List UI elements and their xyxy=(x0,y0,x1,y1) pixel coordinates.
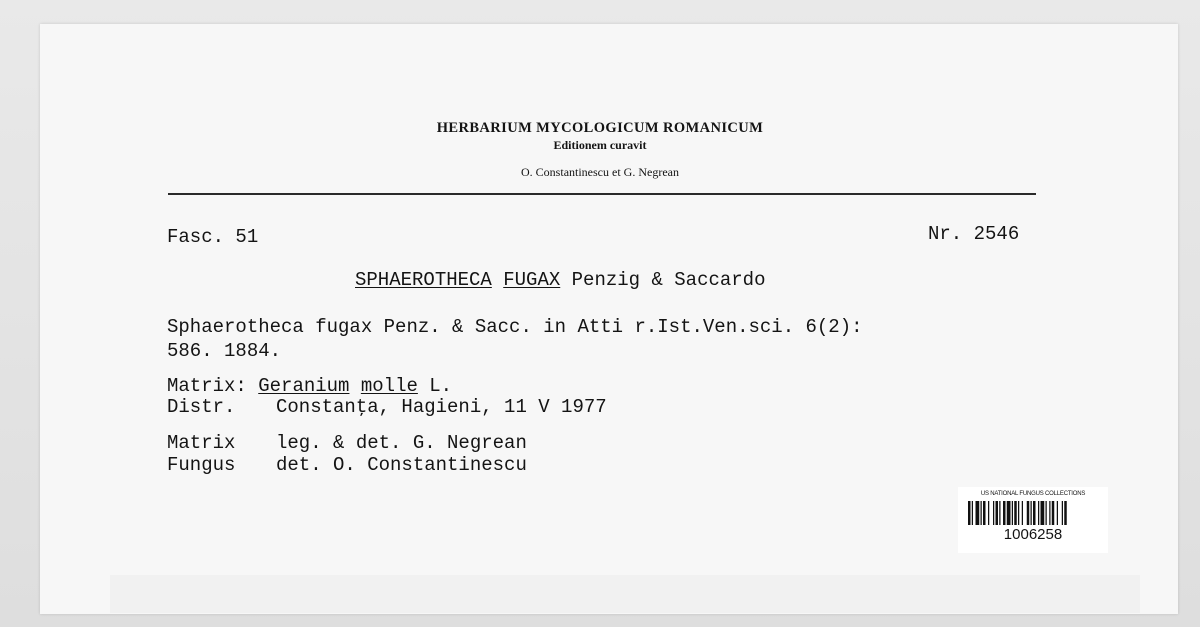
citation-line-2: 586. 1884. xyxy=(167,340,282,362)
barcode-caption: US NATIONAL FUNGUS COLLECTIONS xyxy=(980,491,1086,497)
citation-line-1: Sphaerotheca fugax Penz. & Sacc. in Atti r.Ist.Ven.sci. 6(2): xyxy=(167,316,863,338)
determiner-value: det. O. Constantinescu xyxy=(276,454,527,476)
matrix-epithet: molle xyxy=(360,375,418,397)
fascicle-number: Fasc. 51 xyxy=(167,226,259,248)
herbarium-subtitle: Editionem curavit xyxy=(553,138,647,152)
collector-label: Matrix xyxy=(167,432,236,454)
distribution-value: Constanţa, Hagieni, 11 V 1977 xyxy=(276,396,607,418)
barcode-label xyxy=(958,487,1108,553)
collector-value: leg. & det. G. Negrean xyxy=(276,432,527,454)
barcode-number: 1006258 xyxy=(1003,526,1063,543)
species-epithet: FUGAX xyxy=(503,269,561,291)
herbarium-editors: O. Constantinescu et G. Negrean xyxy=(521,165,679,179)
header-divider xyxy=(168,193,1036,195)
matrix-line xyxy=(167,377,452,396)
distribution-label: Distr. xyxy=(167,396,236,418)
label-bottom-edge xyxy=(110,575,1140,613)
matrix-author: L. xyxy=(429,375,453,397)
determiner-label: Fungus xyxy=(167,454,236,476)
herbarium-title: HERBARIUM MYCOLOGICUM ROMANICUM xyxy=(436,120,764,136)
matrix-genus: Geranium xyxy=(258,375,350,397)
species-genus: SPHAEROTHECA xyxy=(355,269,492,291)
barcode-icon xyxy=(968,501,1098,525)
specimen-number: Nr. 2546 xyxy=(928,223,1020,245)
matrix-label: Matrix: xyxy=(167,375,247,397)
species-authors: Penzig & Saccardo xyxy=(571,269,766,291)
species-name xyxy=(355,271,766,290)
